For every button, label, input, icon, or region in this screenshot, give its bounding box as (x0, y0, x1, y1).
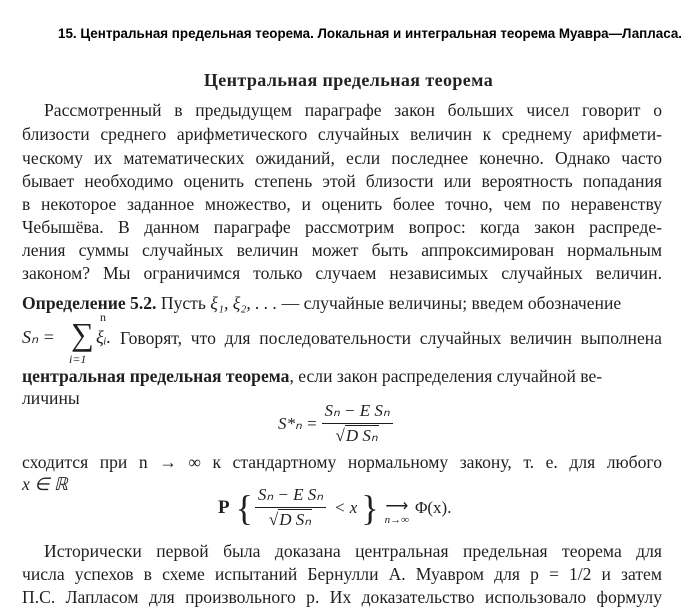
paragraph-line: x ∈ ℝ (22, 474, 68, 494)
definition-line: личины (22, 388, 80, 408)
paragraph-line: ления суммы случайных величин может быть аппроксимирован нормальным (22, 240, 662, 260)
definition-line: Определение 5.2. Пусть ξ₁, ξ₂, . . . — случайные величины; введем обозначение (22, 293, 622, 313)
paragraph-line: бывает необходимо оценить степень этой близости или вероятность попадания (22, 171, 662, 191)
sum-term: ξᵢ. (96, 327, 112, 347)
clt-term: центральная предельная теорема (22, 366, 290, 386)
sum-sign: ∑ (71, 316, 94, 352)
paragraph-line: законом? Мы ограничимся только случаем независимых случайных величин. (22, 263, 662, 283)
formula-denominator: D Sₙ (279, 510, 312, 529)
paragraph-line: числа успехов в схеме испытаний Бернулли А. Муавром для p = 1/2 и затем (22, 564, 662, 584)
paragraph-line: Чебышёва. В данном параграфе рассмотрим вопрос: когда закон распреде- (22, 217, 662, 237)
arrow-subscript: n→∞ (384, 513, 409, 526)
page-header: 15. Центральная предельная теорема. Локальная и интегральная теорема Муавра—Лапласа. (58, 26, 682, 41)
probability-symbol: P (218, 496, 230, 518)
clt-limit-formula (218, 484, 451, 531)
paragraph-line: сходится при n → ∞ к стандартному нормальному закону, т. е. для любого (22, 452, 662, 472)
sqrt-icon: √ (335, 426, 345, 445)
normalized-sum-formula (278, 400, 393, 447)
variable-list: ξ₁, ξ₂, . . . (210, 293, 278, 313)
paragraph-line: в некоторое заданное множество, и оценить более точно, чем по неравенству (22, 194, 662, 214)
long-arrow-icon: ⟶ (385, 497, 409, 515)
convergence-arrow (385, 490, 409, 526)
formula-lhs: S*ₙ = (278, 413, 318, 433)
definition-line: Говорят, что для последовательности случайных величин выполнена (120, 328, 662, 348)
sum-lower-limit: i=1 (69, 352, 87, 366)
formula-relation: < x (334, 497, 358, 517)
right-brace: } (361, 487, 379, 528)
sqrt-icon: √ (268, 510, 279, 529)
paragraph-line: Рассмотренный в предыдущем параграфе закон больших чисел говорит о (44, 100, 662, 120)
formula-numerator: Sₙ − E Sₙ (255, 484, 326, 508)
section-title: Центральная предельная теорема (203, 70, 494, 90)
definition-line: центральная предельная теорема, если закон распределения случайной ве- (22, 366, 603, 386)
paragraph-line: Исторически первой была доказана центральная предельная теорема для (44, 541, 662, 561)
paragraph-line: близости среднего арифметического случайных величин к среднему арифмети- (22, 124, 662, 144)
formula-numerator: Sₙ − E Sₙ (322, 400, 393, 424)
formula-denominator: D Sₙ (345, 426, 378, 445)
left-brace: { (235, 487, 253, 528)
sum-lhs: Sₙ = (22, 327, 55, 347)
paragraph-line: ческому их математических ожиданий, если последнее конечно. Однако часто (22, 148, 662, 168)
paragraph-line: П.С. Лапласом для произвольного p. Их доказательство использовало формулу (22, 587, 662, 607)
formula-rhs: Φ(x). (414, 497, 452, 517)
sum-upper-limit: n (100, 310, 106, 324)
definition-label: Определение 5.2. (22, 293, 157, 313)
